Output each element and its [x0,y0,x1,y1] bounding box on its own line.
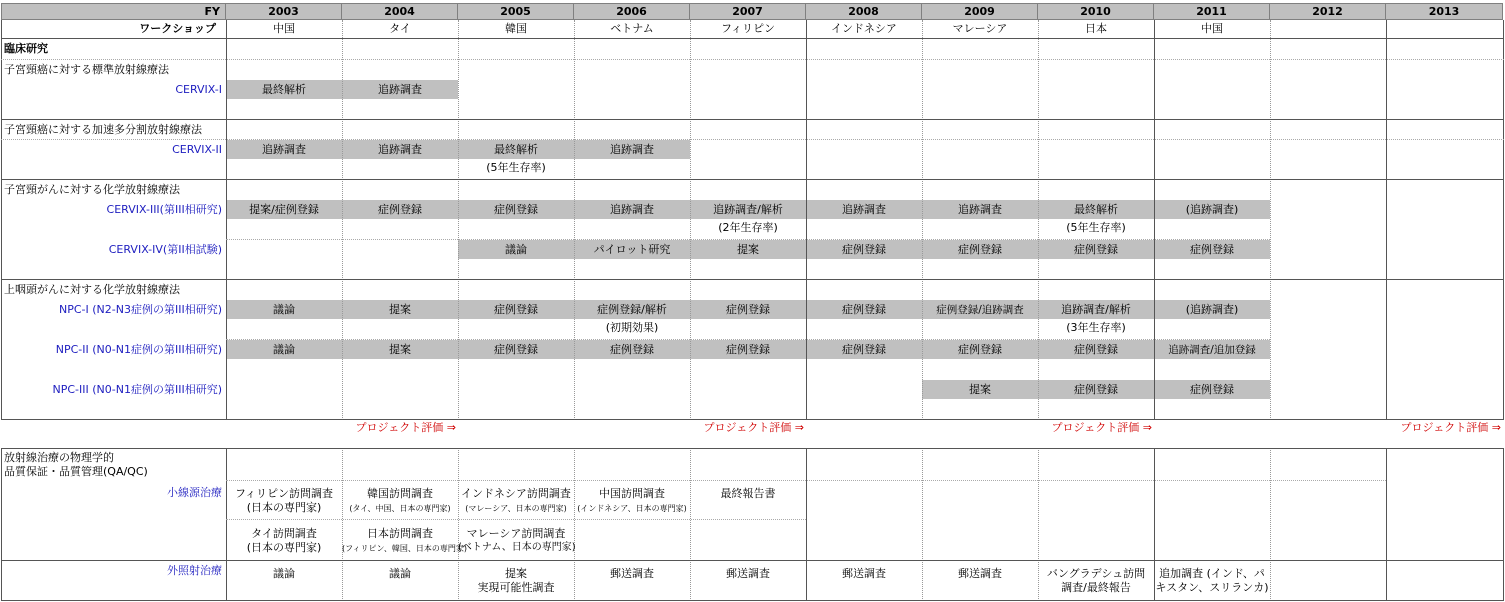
section-title: 子宮頸癌に対する標準放射線療法 [4,63,169,76]
year-2013: 2013 [1386,3,1503,20]
schedule-cell: 追跡調査/追加登録 [1168,344,1256,356]
schedule-cell: 最終報告書 [720,487,776,500]
schedule-cell: 提案 [505,567,527,580]
schedule-note: (5年生存率) [1066,221,1126,234]
project-evaluation: プロジェクト評価 ⇒ [1400,421,1501,434]
schedule-cell: 提案 [969,383,991,396]
study-name: NPC-III (N0-N1症例の第III相研究) [52,383,222,396]
schedule-cell: 最終解析 [262,83,306,96]
schedule-note: (ベトナム、日本の専門家) [458,542,576,553]
schedule-cell: 症例登録/解析 [597,303,667,316]
project-evaluation: プロジェクト評価 ⇒ [355,421,456,434]
schedule-cell: 郵送調査 [610,567,654,580]
year-2006: 2006 [574,3,690,20]
schedule-cell: 症例登録 [958,343,1002,356]
schedule-note: (マレーシア、日本の専門家) [465,504,567,513]
project-evaluation: プロジェクト評価 ⇒ [1051,421,1152,434]
workshop-country: インドネシア [831,22,897,35]
year-2008: 2008 [806,3,922,20]
section-title: 子宮頸がんに対する化学放射線療法 [4,183,180,196]
schedule-cell: 追跡調査 [378,143,422,156]
workshop-label: ワークショップ [139,22,216,35]
schedule-cell: 症例登録 [726,343,770,356]
year-2012: 2012 [1270,3,1386,20]
section-title: 子宮頸癌に対する加速多分割放射線療法 [4,123,202,136]
schedule-cell: 症例登録 [1074,343,1118,356]
study-name: CERVIX-II [172,143,222,156]
schedule-cell: フィリピン訪問調査 [234,487,334,500]
schedule-cell: 追跡調査 [262,143,306,156]
schedule-cell: 症例登録 [494,303,538,316]
study-name: CERVIX-IV(第II相試験) [108,243,222,256]
schedule-cell: 症例登録/追跡調査 [936,304,1024,316]
schedule-cell: 議論 [273,303,295,316]
schedule-cell: パイロット研究 [593,243,671,256]
schedule-cell: 郵送調査 [958,567,1002,580]
schedule-cell: インドネシア訪問調査 [461,487,571,500]
schedule-cell: 追跡調査 [958,203,1002,216]
schedule-cell: 追跡調査/解析 [1061,303,1131,316]
study-name: NPC-I (N2-N3症例の第III相研究) [59,303,222,316]
schedule-cell: 議論 [505,243,527,256]
schedule-cell: マレーシア訪問調査 [466,527,566,540]
schedule-cell: 追跡調査 [842,203,886,216]
schedule-cell: 追跡調査/解析 [713,203,783,216]
schedule-cell: 症例登録 [842,303,886,316]
study-name: 外照射治療 [167,564,222,577]
study-name: 小線源治療 [167,486,222,499]
schedule-cell: (追跡調査) [1185,203,1239,216]
schedule-note: (フィリピン、韓国、日本の専門家) [342,544,467,553]
study-name: CERVIX-I [175,83,222,96]
schedule-cell: タイ訪問調査 [251,527,317,540]
schedule-cell: 症例登録 [842,343,886,356]
workshop-country: タイ [389,22,411,35]
schedule-note: (5年生存率) [486,161,546,174]
schedule-cell: 提案 [389,303,411,316]
schedule-cell: 議論 [389,567,411,580]
schedule-note: (日本の専門家) [246,541,322,554]
schedule-cell: 症例登録 [378,203,422,216]
schedule-note: (3年生存率) [1066,321,1126,334]
schedule-cell: 中国訪問調査 [599,487,665,500]
schedule-cell: 追跡調査 [378,83,422,96]
clinical-title: 臨床研究 [4,42,48,55]
schedule-cell: 追跡調査 [610,203,654,216]
year-2003: 2003 [226,3,342,20]
schedule-note: (初期効果) [605,321,659,334]
schedule-cell: 症例登録 [610,343,654,356]
workshop-country: 韓国 [505,22,527,35]
schedule-cell: 症例登録 [1190,383,1234,396]
schedule-cell: (追跡調査) [1185,303,1239,316]
section-title: 放射線治療の物理学的 [4,451,114,464]
schedule-cell: 議論 [273,343,295,356]
schedule-cell: 提案 [389,343,411,356]
schedule-cell: 郵送調査 [726,567,770,580]
schedule-cell: 症例登録 [1074,383,1118,396]
year-2007: 2007 [690,3,806,20]
workshop-country: 中国 [273,22,295,35]
schedule-cell: 症例登録 [494,203,538,216]
study-name: NPC-II (N0-N1症例の第III相研究) [55,343,222,356]
year-2010: 2010 [1038,3,1154,20]
schedule-note: (日本の専門家) [246,501,322,514]
schedule-cell: 症例登録 [726,303,770,316]
workshop-country: マレーシア [952,22,1008,35]
schedule-cell: 提案/症例登録 [249,203,319,216]
year-2005: 2005 [458,3,574,20]
schedule-cell: バングラデシュ訪問 [1046,567,1146,580]
workshop-country: ベトナム [610,22,654,35]
schedule-cell: 郵送調査 [842,567,886,580]
workshop-country: 日本 [1085,22,1107,35]
schedule-note: (2年生存率) [718,221,778,234]
study-name: CERVIX-III(第III相研究) [106,203,222,216]
fy-header: FY [1,3,226,20]
schedule-cell: 追跡調査 [610,143,654,156]
schedule-cell: 調査/最終報告 [1061,581,1131,594]
schedule-cell: 症例登録 [494,343,538,356]
schedule-cell: 症例登録 [842,243,886,256]
schedule-note: (インドネシア、日本の専門家) [577,504,687,513]
schedule-cell: 提案 [737,243,759,256]
schedule-cell: キスタン、スリランカ) [1155,581,1269,594]
schedule-cell: 日本訪問調査 [367,527,433,540]
section-title: 上咽頭がんに対する化学放射線療法 [4,283,180,296]
year-2009: 2009 [922,3,1038,20]
schedule-cell: 最終解析 [494,143,538,156]
schedule-cell: 議論 [273,567,295,580]
workshop-country: フィリピン [720,22,776,35]
workshop-country: 中国 [1201,22,1223,35]
schedule-cell: 追加調査 (インド、パ [1159,567,1265,580]
year-2011: 2011 [1154,3,1270,20]
schedule-note: (タイ、中国、日本の専門家) [349,504,451,513]
schedule-cell: 症例登録 [958,243,1002,256]
section-title: 品質保証・品質管理(QA/QC) [4,465,148,478]
year-2004: 2004 [342,3,458,20]
schedule-cell: 最終解析 [1074,203,1118,216]
schedule-cell: 実現可能性調査 [477,581,555,594]
schedule-cell: 韓国訪問調査 [367,487,433,500]
schedule-cell: 症例登録 [1074,243,1118,256]
schedule-cell: 症例登録 [1190,243,1234,256]
project-evaluation: プロジェクト評価 ⇒ [703,421,804,434]
